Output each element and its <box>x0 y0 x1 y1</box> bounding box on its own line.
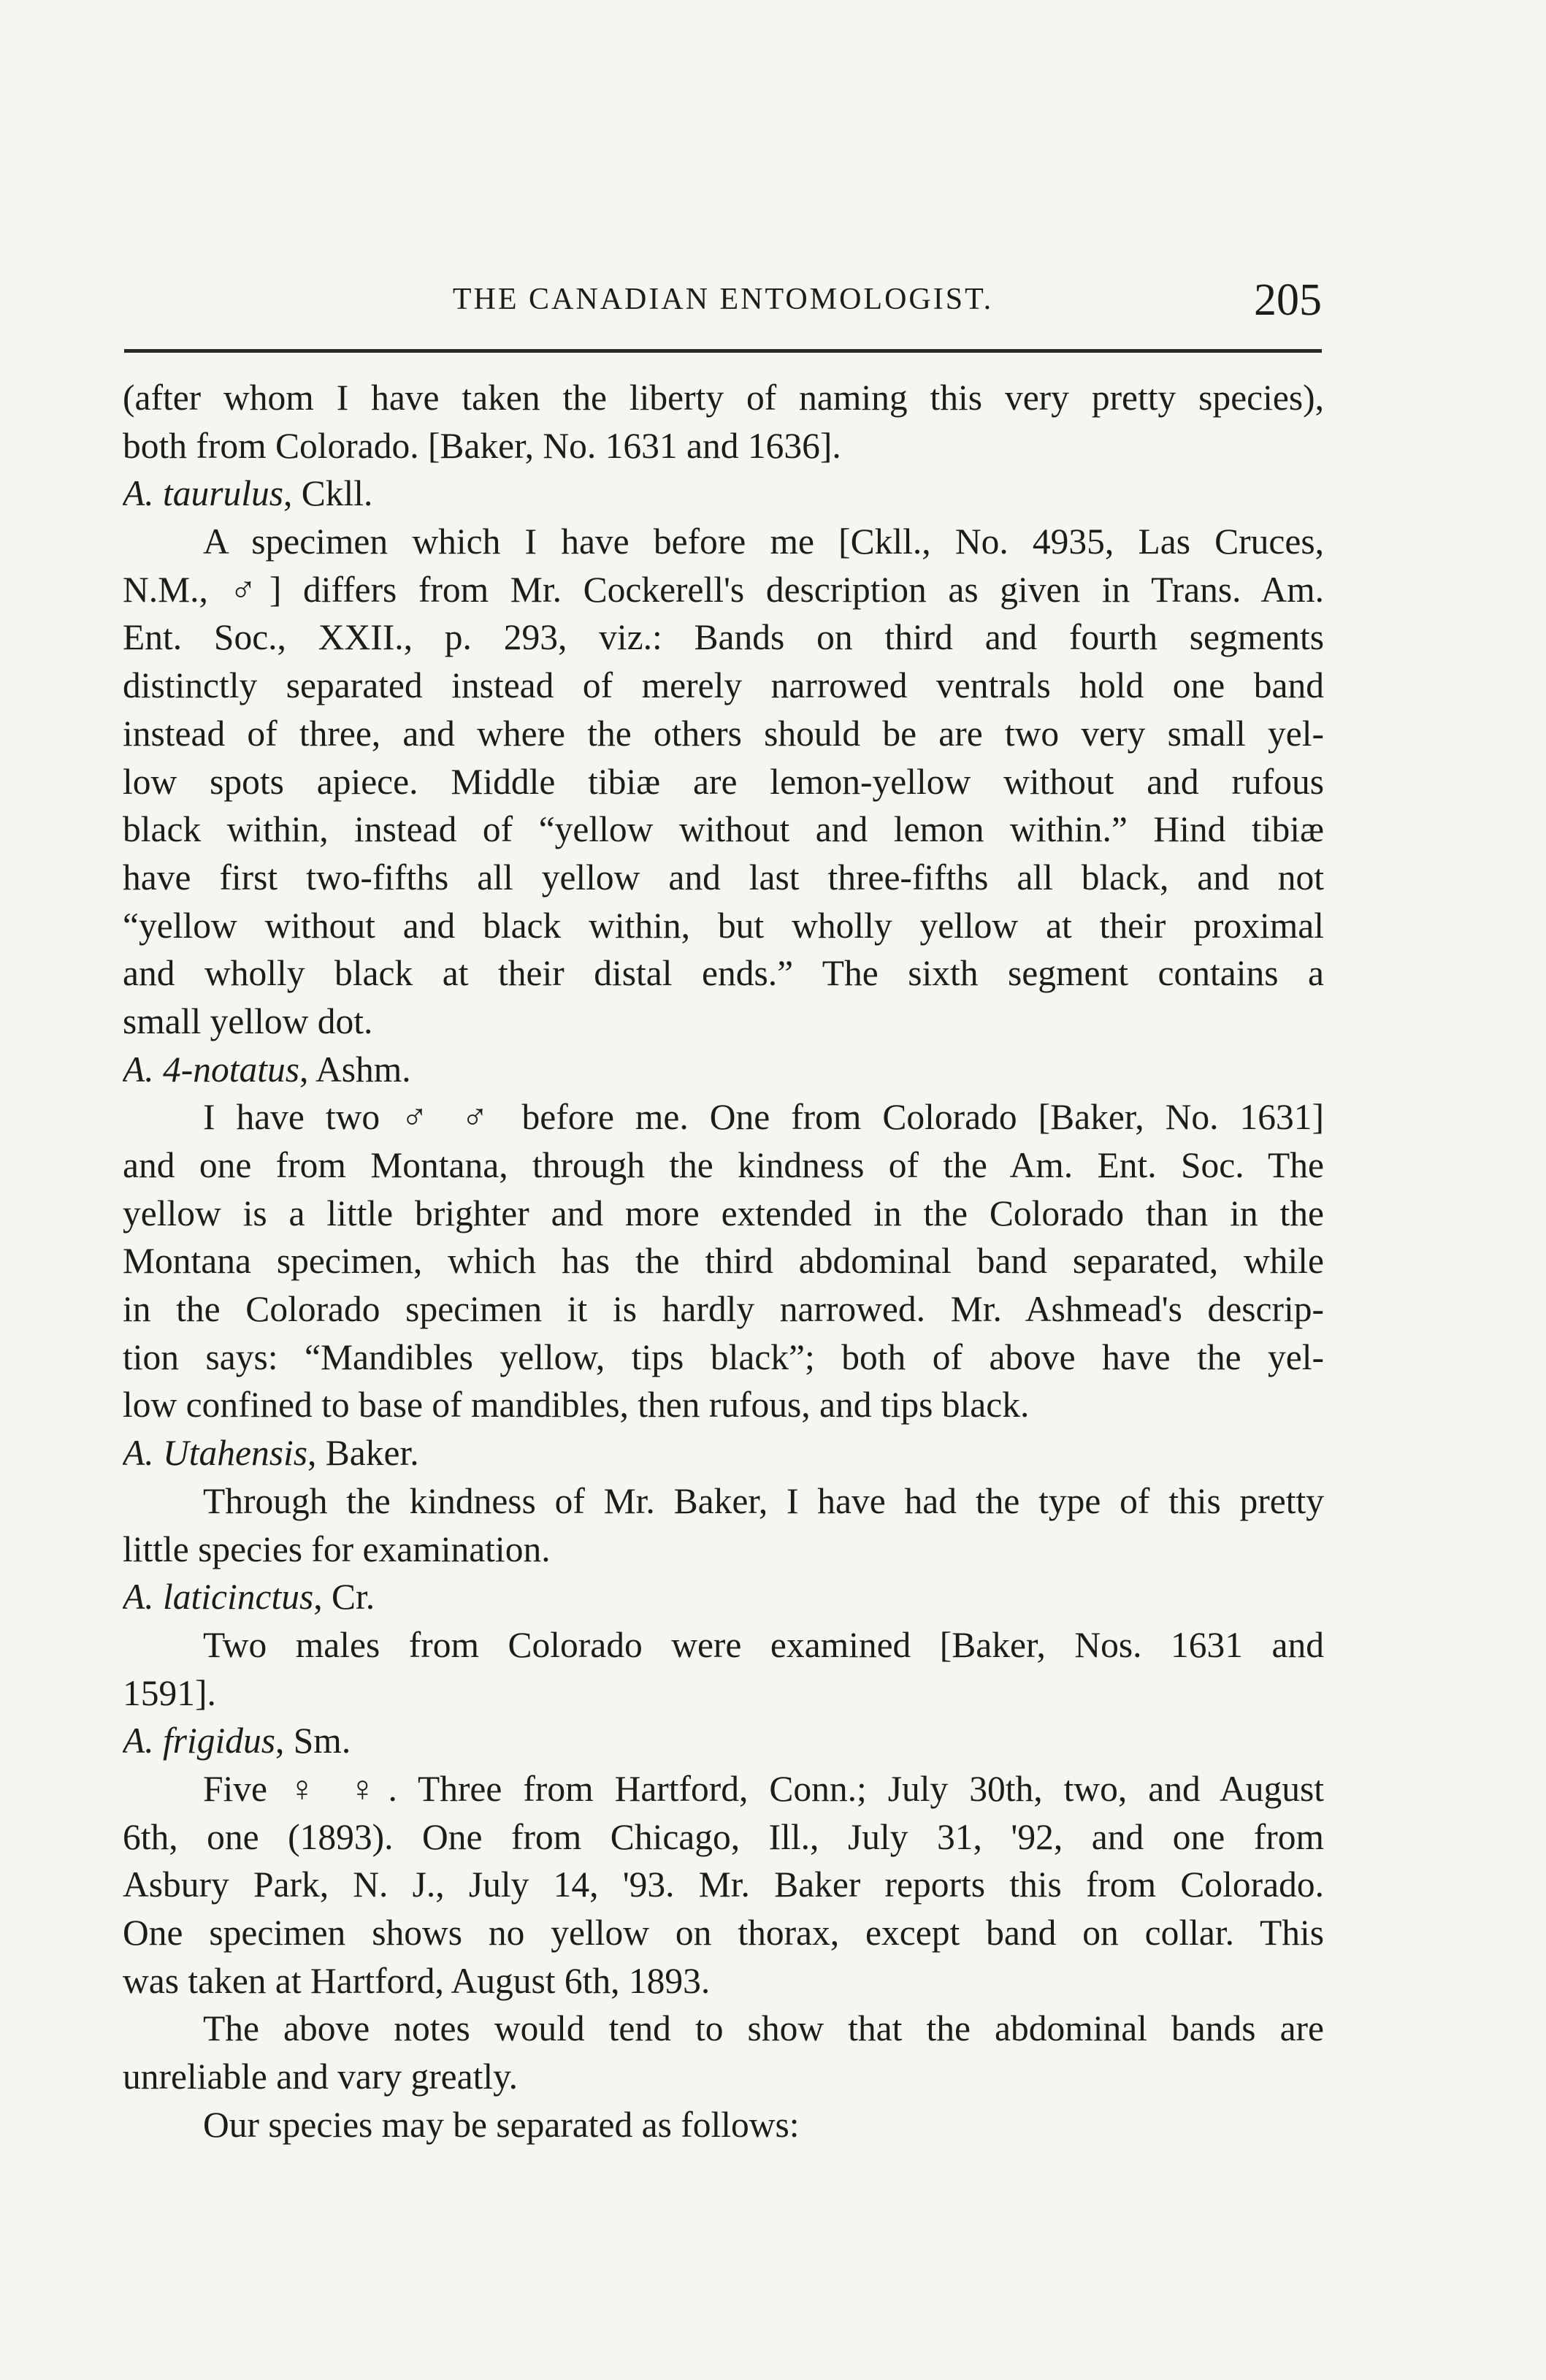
text-line: The above notes would tend to show that the abdominal bands are <box>203 2008 1324 2049</box>
text-line: and one from Montana, through the kindness of the Am. Ent. Soc. The <box>123 1145 1324 1185</box>
text-line: distinctly separated instead of merely narrowed ventrals hold one band <box>123 665 1324 706</box>
text-line: low confined to base of mandibles, then rufous, and tips black. <box>123 1385 1030 1426</box>
text-line: little species for examination. <box>123 1528 551 1569</box>
text-line: and wholly black at their distal ends.” The sixth segment contains a <box>123 953 1324 994</box>
text-line: both from Colorado. [Baker, No. 1631 and 1636]. <box>123 425 841 466</box>
text-line: One specimen shows no yellow on thorax, except band on collar. This <box>123 1913 1324 1953</box>
species-heading: A. taurulus, Ckll. <box>123 473 373 514</box>
page-number: 205 <box>1254 275 1322 325</box>
species-heading: A. frigidus, Sm. <box>123 1721 351 1761</box>
text-line: 1591]. <box>123 1672 216 1713</box>
text-line: Montana specimen, which has the third abdominal band separated, while <box>123 1241 1324 1282</box>
species-heading: A. 4-notatus, Ashm. <box>123 1049 411 1090</box>
text-line: A specimen which I have before me [Ckll., No. 4935, Las Cruces, <box>203 521 1324 562</box>
body-text <box>123 374 1324 2148</box>
text-line: was taken at Hartford, August 6th, 1893. <box>123 1960 711 2001</box>
text-line: (after whom I have taken the liberty of naming this very pretty species), <box>123 378 1324 418</box>
text-line: low spots apiece. Middle tibiæ are lemon-yellow without and rufous <box>123 761 1324 802</box>
text-line: yellow is a little brighter and more extended in the Colorado than in the <box>123 1193 1324 1233</box>
text-line: “yellow without and black within, but wholly yellow at their proximal <box>123 905 1324 946</box>
text-line: N.M., ♂] differs from Mr. Cockerell's description as given in Trans. Am. <box>123 569 1324 610</box>
text-line: small yellow dot. <box>123 1000 373 1041</box>
page-header <box>124 275 1322 333</box>
text-line: Five ♀ ♀. Three from Hartford, Conn.; July 30th, two, and August <box>203 1768 1324 1809</box>
header-rule <box>124 349 1322 353</box>
text-line: in the Colorado specimen it is hardly narrowed. Mr. Ashmead's descrip- <box>123 1289 1324 1330</box>
species-heading: A. Utahensis, Baker. <box>123 1433 419 1474</box>
text-line: tion says: “Mandibles yellow, tips black”; both of above have the yel- <box>123 1336 1324 1377</box>
text-line: Our species may be separated as follows: <box>203 2104 800 2145</box>
text-line: instead of three, and where the others should be are two very small yel- <box>123 713 1324 754</box>
species-heading: A. laticinctus, Cr. <box>123 1577 375 1618</box>
text-line: Ent. Soc., XXII., p. 293, viz.: Bands on third and fourth segments <box>123 617 1324 658</box>
text-line: black within, instead of “yellow without and lemon within.” Hind tibiæ <box>123 809 1324 850</box>
text-line: Asbury Park, N. J., July 14, '93. Mr. Baker reports this from Colorado. <box>123 1864 1324 1905</box>
text-line: unreliable and vary greatly. <box>123 2056 518 2097</box>
text-line: Through the kindness of Mr. Baker, I have had the type of this pretty <box>203 1480 1324 1521</box>
text-line: have first two-fifths all yellow and last three-fifths all black, and not <box>123 857 1324 898</box>
text-line: I have two ♂ ♂ before me. One from Colorado [Baker, No. 1631] <box>203 1097 1324 1138</box>
text-line: Two males from Colorado were examined [Baker, Nos. 1631 and <box>203 1624 1324 1665</box>
running-title: THE CANADIAN ENTOMOLOGIST. <box>452 283 994 316</box>
text-line: 6th, one (1893). One from Chicago, Ill., July 31, '92, and one from <box>123 1816 1324 1857</box>
